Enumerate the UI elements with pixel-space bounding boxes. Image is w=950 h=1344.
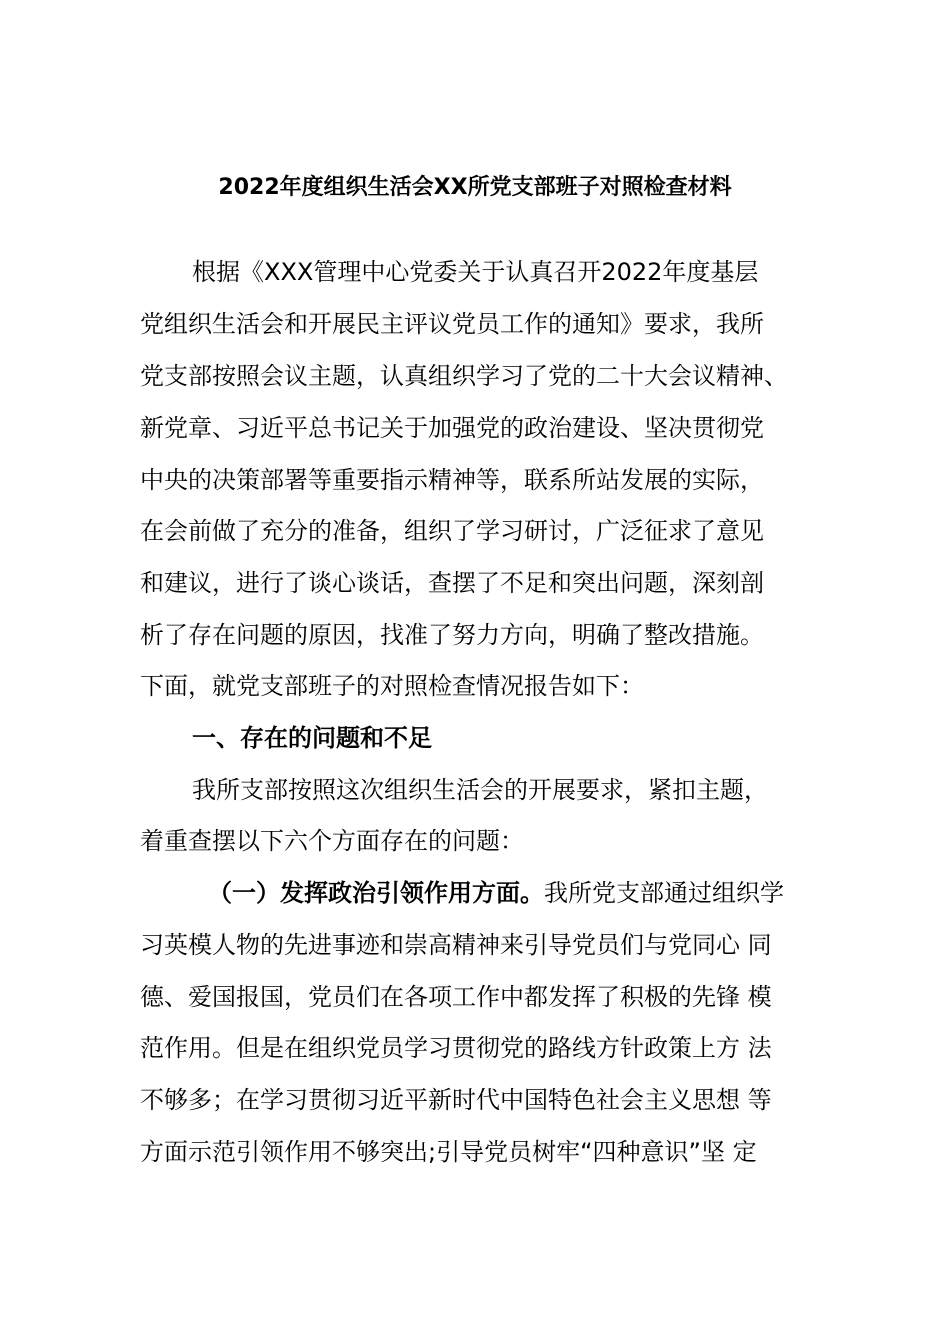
- paragraph-line: 党组织生活会和开展民主评议党员工作的通知》要求，我所: [140, 310, 764, 338]
- paragraph-line: 范作用。但是在组织党员学习贯彻党的路线方针政策上方 法: [140, 1034, 772, 1062]
- item-first-line-text: 我所党支部通过组织学: [544, 879, 784, 907]
- paragraph-line: 下面，就党支部班子的对照检查情况报告如下：: [140, 672, 644, 700]
- paragraph-line: 析了存在问题的原因，找准了努力方向，明确了整改措施。: [140, 621, 764, 649]
- paragraph-line: 和建议，进行了谈心谈话，查摆了不足和突出问题，深刻剖: [140, 569, 764, 597]
- paragraph-line: 在会前做了充分的准备，组织了学习研讨，广泛征求了意见: [140, 517, 764, 545]
- paragraph-line: 新党章、习近平总书记关于加强党的政治建设、坚决贯彻党: [140, 414, 764, 442]
- paragraph-line: 中央的决策部署等重要指示精神等，联系所站发展的实际，: [140, 466, 764, 494]
- paragraph-line: 方面示范引领作用不够突出;引导党员树牢“四种意识”坚 定: [140, 1138, 757, 1166]
- paragraph-line: 德、爱国报国，党员们在各项工作中都发挥了积极的先锋 模: [140, 983, 772, 1011]
- item-heading: （一）发挥政治引领作用方面。: [208, 879, 544, 907]
- section-heading: 一、存在的问题和不足: [192, 724, 432, 752]
- item-first-line: [208, 873, 848, 913]
- paragraph-line: 根据《XXX管理中心党委关于认真召开2022年度基层: [192, 258, 759, 286]
- paragraph-line: 我所支部按照这次组织生活会的开展要求，紧扣主题，: [192, 776, 768, 804]
- paragraph-line: 不够多；在学习贯彻习近平新时代中国特色社会主义思想 等: [140, 1086, 772, 1114]
- paragraph-line: 党支部按照会议主题，认真组织学习了党的二十大会议精神、: [140, 362, 788, 390]
- paragraph-line: 习英模人物的先进事迹和崇高精神来引导党员们与党同心 同: [140, 931, 772, 959]
- document-title: 2022年度组织生活会XX所党支部班子对照检查材料: [218, 175, 732, 200]
- paragraph-line: 着重查摆以下六个方面存在的问题：: [140, 827, 524, 855]
